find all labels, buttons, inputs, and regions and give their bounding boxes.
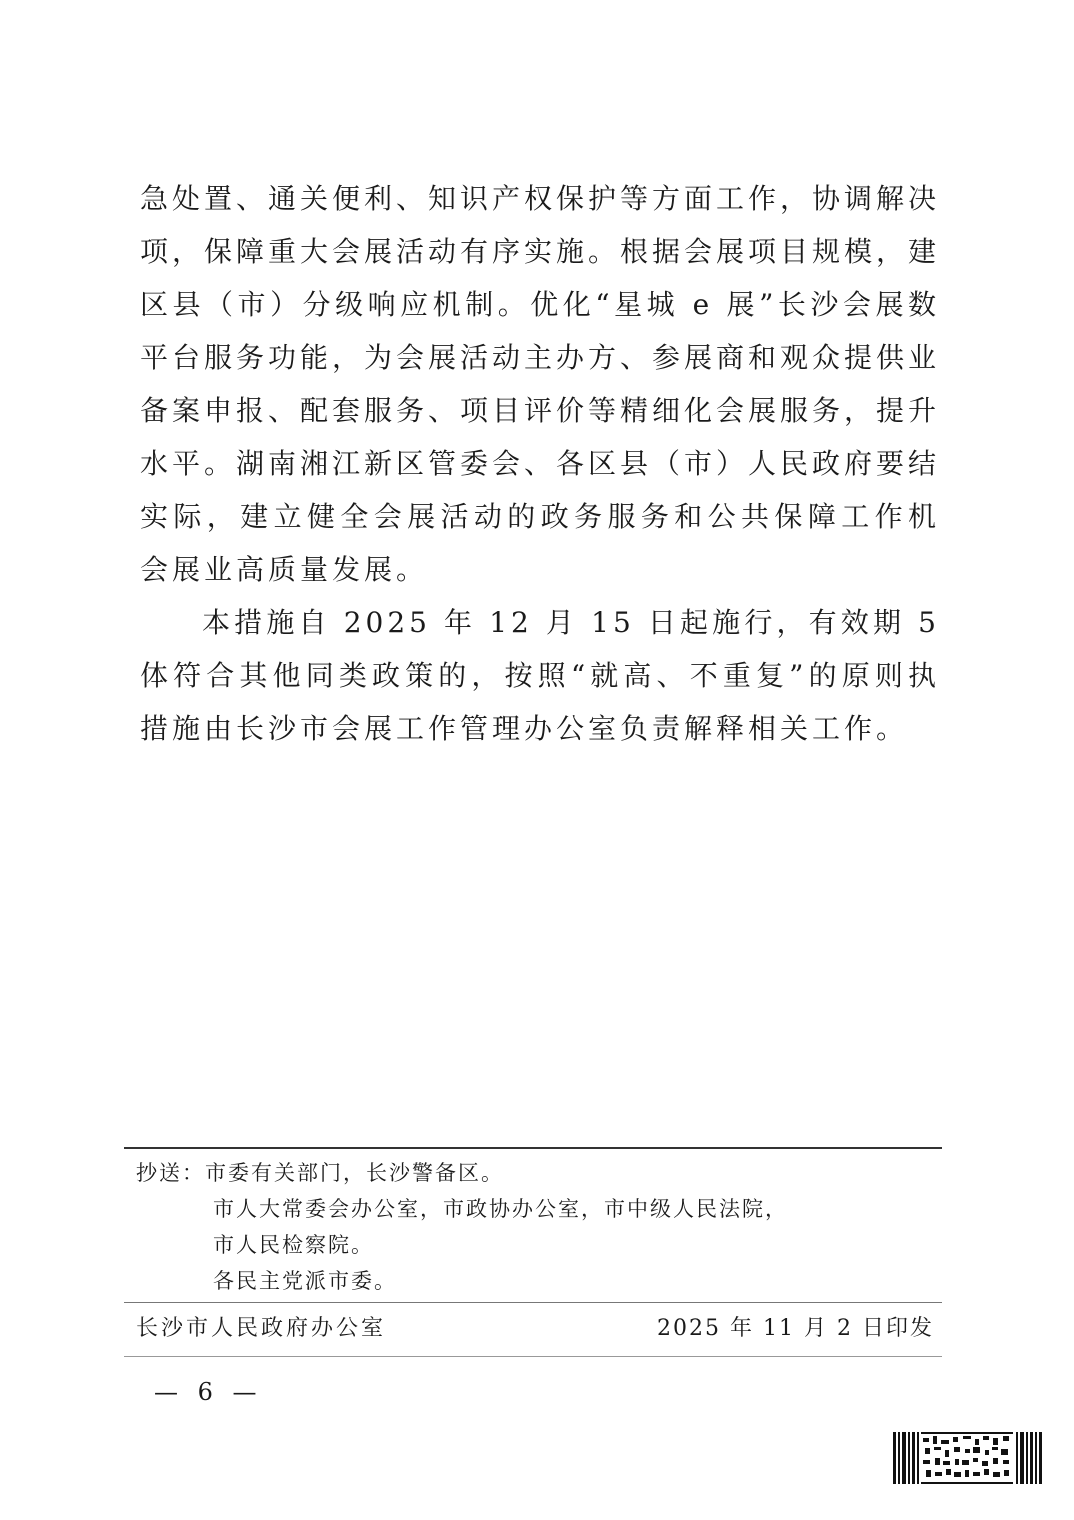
paragraph-1-line-1: 急处置、通关便利、知识产权保护等方面工作，协调解决 <box>140 182 940 215</box>
cc-row-1 <box>136 1155 936 1191</box>
cc-bottom-rule <box>124 1302 942 1303</box>
cc-label: 抄送： <box>136 1161 205 1185</box>
paragraph-1-line-7: 实际，建立健全会展活动的政务服务和公共保障工作机 <box>140 500 940 533</box>
body-text <box>140 172 940 755</box>
cc-recipient-2: 市人大常委会办公室，市政协办公室，市中级人民法院， <box>213 1197 788 1221</box>
cc-recipient-4: 各民主党派市委。 <box>213 1269 397 1293</box>
page-number: — 6 — <box>154 1378 263 1406</box>
paragraph-1-line-4: 平台服务功能，为会展活动主办方、参展商和观众提供业 <box>140 341 940 374</box>
paragraph-1-line-2: 项，保障重大会展活动有序实施。根据会展项目规模，建 <box>140 235 940 268</box>
paragraph-1-line-6: 水平。湖南湘江新区管委会、各区县（市）人民政府要结 <box>140 447 940 480</box>
paragraph-2-line-1: 本措施自 2025 年 12 月 15 日起施行，有效期 5 <box>202 606 940 639</box>
paragraph-1-line-5: 备案申报、配套服务、项目评价等精细化会展服务，提升 <box>140 394 940 427</box>
paragraph-2-line-2: 体符合其他同类政策的，按照“就高、不重复”的原则执 <box>140 659 940 692</box>
cc-list <box>136 1155 936 1299</box>
issue-date: 2025 年 11 月 2 日印发 <box>657 1316 934 1341</box>
cc-recipient-1: 市委有关部门，长沙警备区。 <box>205 1161 504 1185</box>
cc-top-rule <box>124 1147 942 1149</box>
cc-recipient-3: 市人民检察院。 <box>213 1233 374 1257</box>
paragraph-1-line-8: 会展业高质量发展。 <box>140 553 429 586</box>
issue-bottom-rule <box>124 1356 942 1357</box>
paragraph-1-line-3: 区县（市）分级响应机制。优化“星城 e 展”长沙会展数 <box>140 288 940 321</box>
barcode-icon <box>893 1432 1043 1484</box>
issuer: 长沙市人民政府办公室 <box>136 1316 387 1341</box>
paragraph-2-line-3: 措施由长沙市会展工作管理办公室负责解释相关工作。 <box>140 712 909 745</box>
